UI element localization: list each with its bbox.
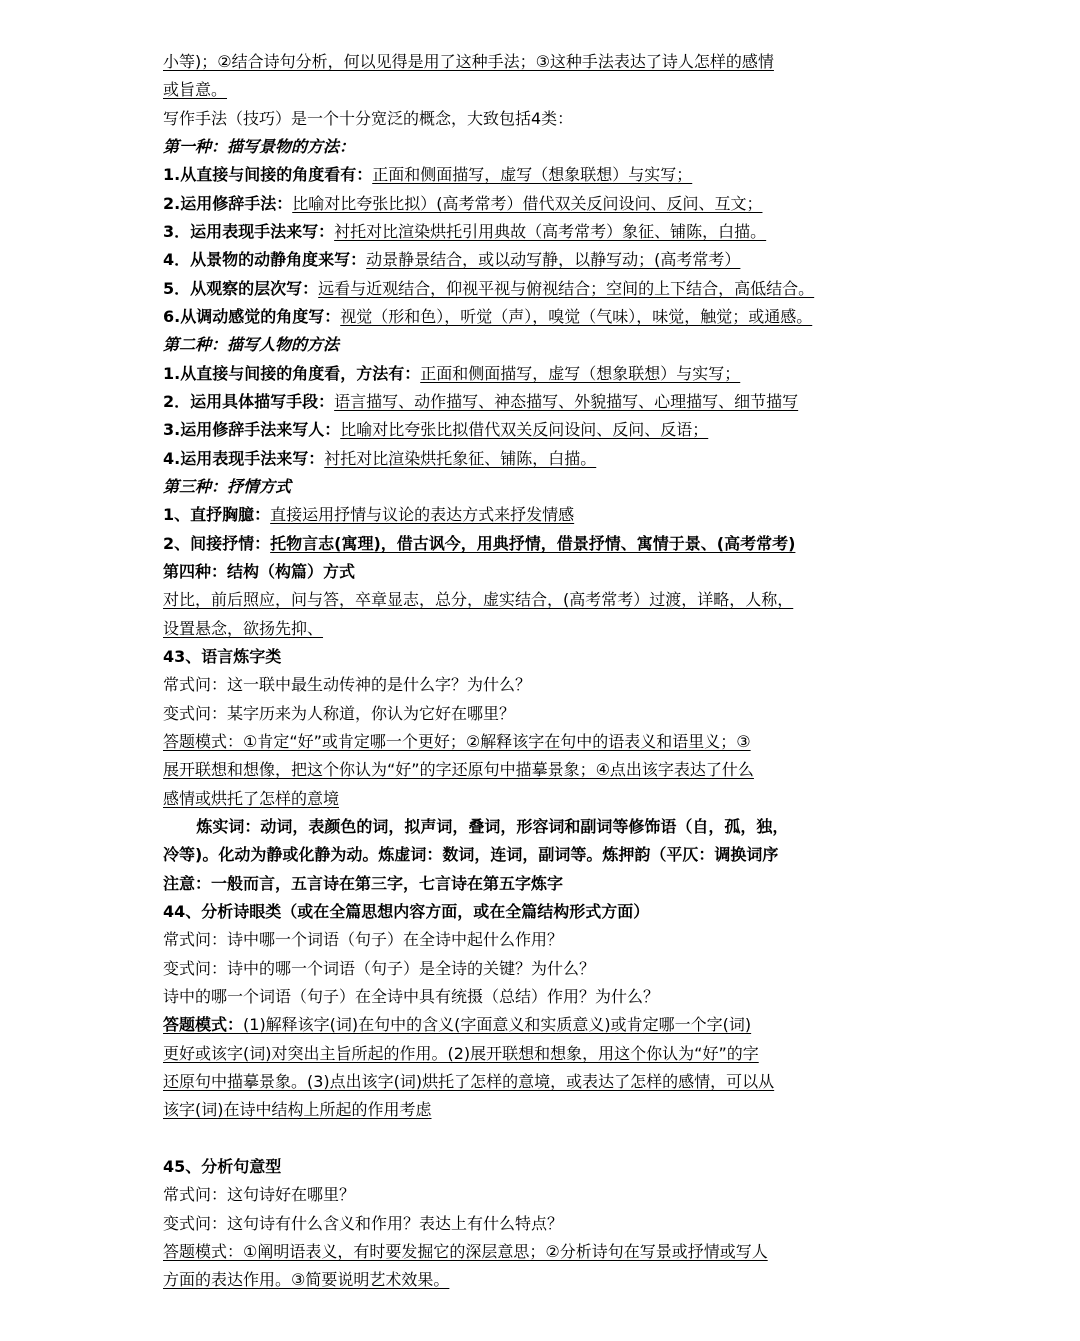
item-label: 1.从直接与间接的角度看有： [163,165,373,184]
text-line [163,277,923,301]
text-line: 常式问：这句诗好在哪里？ [163,1185,356,1204]
text-line [163,248,923,272]
text-line: 常式问：这一联中最生动传神的是什么字？为什么？ [163,675,532,694]
section-heading-4: 第四种：结构（构篇）方式 [163,562,356,581]
text-line [163,362,923,386]
text-line: 对比，前后照应，问与答，卒章显志，总分，虚实结合，(高考常考）过渡，详略，人称， [163,590,794,609]
text-line: 注意：一般而言，五言诗在第三字，七言诗在第五字炼字 [163,874,564,893]
section-heading-43: 43、语言炼字类 [163,647,282,666]
text-line [163,220,923,244]
text-line [163,163,923,187]
text-line: 感情或烘托了怎样的意境 [163,789,340,808]
item-label: 5．从观察的层次写： [163,279,319,298]
text-line: 该字(词)在诗中结构上所起的作用考虑 [163,1100,432,1119]
item-body: 语言描写、动作描写、神态描写、外貌描写、心理描写、细节描写 [334,392,799,411]
text-line: 冷等)。化动为静或化静为动。炼虚词：数词，连词，副词等。炼押韵（平仄：调换词序 [163,845,779,864]
text-line: 常式问：诗中哪一个词语（句子）在全诗中起什么作用？ [163,930,564,949]
item-body: 远看与近观结合，仰视平视与俯视结合；空间的上下结合，高低结合。 [318,279,815,298]
text-line: 更好或该字(词)对突出主旨所起的作用。(2)展开联想和想象，用这个你认为“好”的字 [163,1044,759,1063]
text-line [163,390,923,414]
item-body: 正面和侧面描写，虚写（想象联想）与实写； [372,165,693,184]
text-line: 还原句中描摹景象。(3)点出该字(词)烘托了怎样的意境，或表达了怎样的感情，可以从 [163,1072,775,1091]
text-line: 小等)；②结合诗句分析，何以见得是用了这种手法；③这种手法表达了诗人怎样的感情 [163,52,774,71]
text-line [163,1013,923,1037]
text-line: 或旨意。 [163,80,228,99]
text-line [163,418,923,442]
item-label: 2.运用修辞手法： [163,194,293,213]
text-line: 变式问：诗中的哪一个词语（句子）是全诗的关键？为什么？ [163,959,596,978]
section-heading-44: 44、分析诗眼类（或在全篇思想内容方面，或在全篇结构形式方面） [163,902,650,921]
section-heading-45: 45、分析句意型 [163,1157,282,1176]
text-line [163,532,923,556]
text-line: 方面的表达作用。③简要说明艺术效果。 [163,1270,450,1289]
text-line [163,192,923,216]
item-body: (1)解释该字(词)在句中的含义(字面意义和实质意义)或肯定哪一个字(词) [243,1015,752,1034]
item-body: 比喻对比夸张比拟）(高考常考）借代双关反问设问、反问、互文； [292,194,763,213]
item-label: 4．从景物的动静角度来写： [163,250,367,269]
item-body: 托物言志(寓理)，借古讽今，用典抒情，借景抒情、寓情于景、(高考常考) [270,534,796,553]
item-label: 答题模式： [163,1015,244,1034]
item-label: 4.运用表现手法来写： [163,449,325,468]
item-body: 比喻对比夸张比拟借代双关反问设问、反问、反语； [340,420,709,439]
text-line [163,447,923,471]
text-line: 展开联想和想像，把这个你认为“好”的字还原句中描摹景象；④点出该字表达了什么 [163,760,754,779]
item-label: 1、直抒胸臆： [163,505,271,524]
item-body: 直接运用抒情与议论的表达方式来抒发情感 [270,505,575,524]
section-heading-3: 第三种：抒情方式 [163,477,292,496]
item-body: 动景静景结合，或以动写静，以静写动；(高考常考） [366,250,741,269]
text-line: 变式问：这句诗有什么含义和作用？表达上有什么特点？ [163,1214,564,1233]
item-label: 3.运用修辞手法来写人： [163,420,341,439]
item-body: 正面和侧面描写，虚写（想象联想）与实写； [420,364,741,383]
item-body: 衬托对比渲染烘托引用典故（高考常考）象征、铺陈，白描。 [334,222,767,241]
text-line: 诗中的哪一个词语（句子）在全诗中具有统摄（总结）作用？为什么？ [163,987,660,1006]
text-line: 变式问：某字历来为人称道，你认为它好在哪里？ [163,704,516,723]
text-line [163,503,923,527]
item-label: 2．运用具体描写手段： [163,392,335,411]
text-line: 炼实词：动词，表颜色的词，拟声词，叠词，形容词和副词等修饰语（自，孤，独， [163,817,789,836]
text-line: 答题模式：①肯定“好”或肯定哪一个更好；②解释该字在句中的语表义和语里义；③ [163,732,751,751]
text-line: 设置悬念，欲扬先抑、 [163,619,324,638]
item-body: 衬托对比渲染烘托象征、铺陈，白描。 [324,449,597,468]
item-label: 2、间接抒情： [163,534,271,553]
text-line: 答题模式：①阐明语表义，有时要发掘它的深层意思；②分析诗句在写景或抒情或写人 [163,1242,768,1261]
text-line: 写作手法（技巧）是一个十分宽泛的概念，大致包括4类： [163,109,574,128]
text-line [163,305,923,329]
item-label: 1.从直接与间接的角度看，方法有： [163,364,421,383]
item-label: 3．运用表现手法来写： [163,222,335,241]
item-label: 6.从调动感觉的角度写： [163,307,341,326]
item-body: 视觉（形和色），听觉（声），嗅觉（气味），味觉，触觉；或通感。 [340,307,813,326]
section-heading-2: 第二种：描写人物的方法 [163,335,340,354]
section-heading-1: 第一种：描写景物的方法： [163,137,356,156]
